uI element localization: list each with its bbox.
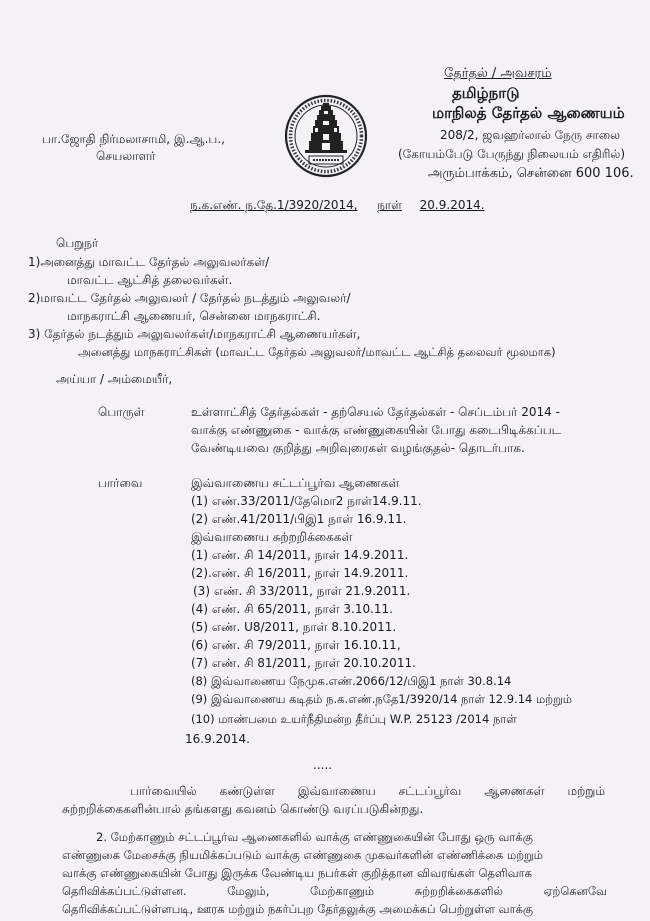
reference-line-item: (2) எண்.41/2011/பிஇ1 நாள் 16.9.11.	[191, 512, 407, 526]
reference-line-item: (1) எண். சி 14/2011, நாள் 14.9.2011.	[191, 548, 409, 562]
recipient-line: 2)மாவட்ட தேர்தல் அலுவலர் / தேர்தல் நடத்தும் அலுவலர்/	[28, 291, 351, 305]
reference-line-item: (7) எண். சி 81/2011, நாள் 20.10.2011.	[191, 656, 416, 670]
reference-line-item: (8) இவ்வாணைய நேமுக.எண்.2066/12/பிஇ1 நாள் 30.8.14	[191, 674, 512, 688]
subject-line: உள்ளாட்சித் தேர்தல்கள் - தற்செயல் தேர்தல்கள் - செப்டம்பர் 2014 -	[191, 405, 560, 419]
reference-date: 20.9.2014.	[419, 198, 485, 212]
recipient-line: 3) தேர்தல் நடத்தும் அலுவலர்கள்/மாநகராட்சி ஆணையர்கள்,	[28, 327, 361, 341]
recipient-line: மாநகராட்சி ஆணையர், சென்னை மாநகராட்சி.	[67, 309, 321, 323]
reference-line-item: (2).எண். சி 16/2011, நாள் 14.9.2011.	[191, 566, 409, 580]
paragraph-1-line: பார்வையில் கண்டுள்ள இவ்வாணைய சட்டப்பூர்வ ஆணைகள் மற்றும்	[130, 784, 605, 798]
paragraph-2-line: தெரிவிக்கப்பட்டுள்ளன. மேலும், மேற்காணும் சுற்றறிக்கைகளில் ஏற்கெனவே	[62, 884, 607, 898]
reference-date-label: நாள்	[377, 198, 402, 212]
recipients-label: பெறுநர்	[56, 236, 99, 250]
urgency-label: தேர்தல் / அவசரம்	[444, 66, 552, 81]
recipient-line: அனைத்து மாநகராட்சிகள் (மாவட்ட தேர்தல் அலுவலர்/மாவட்ட ஆட்சித் தலைவர் மூலமாக)	[78, 345, 556, 359]
paragraph-2-line: 2. மேற்காணும் சட்டப்பூர்வ ஆணைகளில் வாக்கு எண்ணுகையின் போது ஒரு வாக்கு	[96, 830, 533, 844]
address-line-2: (கோயம்பேடு பேருந்து நிலையம் எதிரில்)	[398, 147, 626, 161]
address-line-1: 208/2, ஜவஹர்லால் நேரு சாலை	[440, 128, 621, 142]
references-label: பார்வை	[98, 476, 143, 490]
paragraph-2-line: எண்ணுகை மேசைக்கு நியமிக்கப்படும் வாக்கு எண்ணுகை முகவர்களின் எண்ணிக்கை மற்றும்	[62, 848, 543, 862]
salutation: அய்யா / அம்மையீர்,	[56, 372, 173, 386]
subject-label: பொருள்	[98, 405, 145, 419]
paragraph-2-line: வாக்கு எண்ணுகையின் போது இருக்க வேண்டிய நபர்கள் குறித்தான விவரங்கள் தெளிவாக	[62, 866, 533, 880]
reference-line-item: (6) எண். சி 79/2011, நாள் 16.10.11,	[191, 638, 401, 652]
reference-line-item: (10) மாண்பமை உயர்நீதிமன்ற தீர்ப்பு W.P. 25123 /2014 நாள்	[191, 712, 517, 726]
reference-line-item: (1) எண்.33/2011/தேமொ2 நாள்14.9.11.	[191, 494, 422, 508]
reference-line-item: இவ்வாணைய சட்டப்பூர்வ ஆணைகள்	[191, 476, 400, 490]
tamil-nadu-emblem-icon	[283, 92, 369, 184]
recipient-line: மாவட்ட ஆட்சித் தலைவர்கள்.	[67, 273, 233, 287]
reference-line-item: இவ்வாணைய சுற்றறிக்கைகள்	[191, 530, 353, 544]
reference-line-item: (4) எண். சி 65/2011, நாள் 3.10.11.	[191, 602, 393, 616]
subject-line: வேண்டியவை குறித்து அறிவுரைகள் வழங்குதல்- தொடர்பாக.	[191, 441, 525, 455]
commission-name: மாநிலத் தேர்தல் ஆணையம்	[432, 104, 625, 122]
subject-line: வாக்கு எண்ணுகை - வாக்கு எண்ணுகையின் போது கடைபிடிக்கப்பட	[191, 423, 562, 437]
ellipsis: .....	[313, 758, 333, 772]
paragraph-1-line: சுற்றறிக்கைகளின்பால் தங்களது கவனம் கொண்டு வரப்படுகின்றது.	[62, 802, 424, 816]
paragraph-2-line: தெரிவிக்கப்பட்டுள்ளபடி, ஊரக மற்றும் நகர்ப்புற தேர்தலுக்கு அமைக்கப் பெற்றுள்ள வாக்கு	[62, 902, 534, 916]
state-name: தமிழ்நாடு	[452, 84, 520, 102]
sender-name: பா.ஜோதி நிர்மலாசாமி, இ.ஆ.ப.,	[42, 132, 225, 146]
reference-number: ந.க.எண். ந.தே.1/3920/2014,	[190, 198, 358, 212]
address-line-3: அரும்பாக்கம், சென்னை 600 106.	[428, 166, 634, 181]
sender-title: செயலாளர்	[96, 149, 156, 163]
reference-line-item: (5) எண். U8/2011, நாள் 8.10.2011.	[191, 620, 397, 634]
recipient-line: 1)அனைத்து மாவட்ட தேர்தல் அலுவலர்கள்/	[28, 255, 270, 269]
reference-line-item: 16.9.2014.	[185, 732, 250, 746]
reference-line	[190, 198, 485, 214]
reference-line-item: (3) எண். சி 33/2011, நாள் 21.9.2011.	[193, 584, 411, 598]
reference-line-item: (9) இவ்வாணைய கடிதம் ந.க.எண்.நதே1/3920/14 நாள் 12.9.14 மற்றும்	[191, 692, 572, 706]
